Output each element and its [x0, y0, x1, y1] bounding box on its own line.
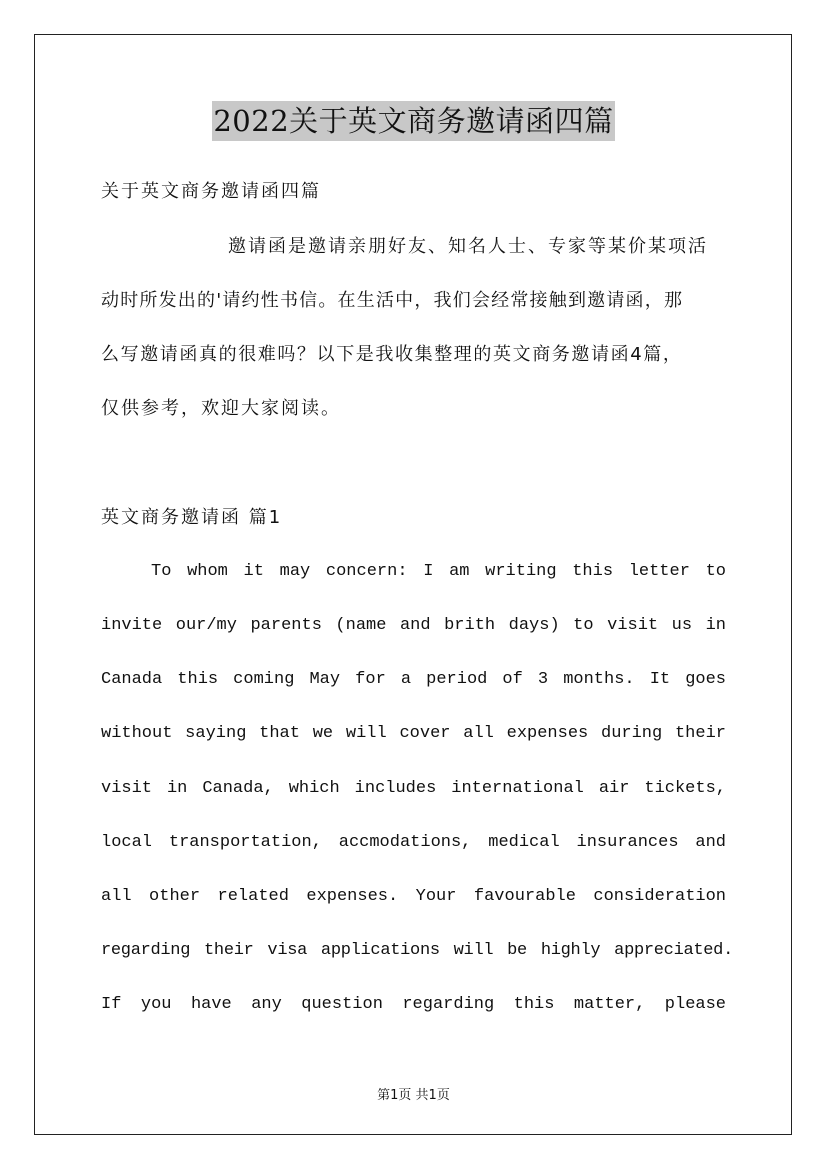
- letter-line-2: invite our/my parents (name and brith days) to visit us in: [101, 616, 726, 635]
- intro-line-3: 么写邀请函真的很难吗？以下是我收集整理的英文商务邀请函4篇，: [101, 344, 683, 365]
- letter-line-9: If you have any question regarding this matter, please: [101, 995, 726, 1014]
- intro-line-1: 邀请函是邀请亲朋好友、知名人士、专家等某价某项活: [228, 236, 708, 257]
- letter-line-4: without saying that we will cover all expenses during their: [101, 724, 726, 743]
- letter-line-5: visit in Canada, which includes international air tickets,: [101, 779, 726, 798]
- letter-line-1: To whom it may concern: I am writing this letter to: [151, 562, 726, 581]
- intro-line-2: 动时所发出的'请约性书信。在生活中，我们会经常接触到邀请函，那: [101, 290, 684, 311]
- letter-line-3: Canada this coming May for a period of 3 months. It goes: [101, 670, 726, 689]
- intro-line-4: 仅供参考，欢迎大家阅读。: [101, 398, 341, 419]
- document-subtitle: 关于英文商务邀请函四篇: [101, 181, 321, 202]
- letter-line-7: all other related expenses. Your favourable consideration: [101, 887, 726, 906]
- letter-line-6: local transportation, accmodations, medical insurances and: [101, 833, 726, 852]
- page-number-footer: 第1页 共1页: [377, 1088, 450, 1103]
- title-container: [0, 101, 827, 141]
- document-title: 2022关于英文商务邀请函四篇: [212, 101, 614, 141]
- letter-line-8: regarding their visa applications will be highly appreciated.: [101, 941, 733, 960]
- section-heading: 英文商务邀请函 篇1: [101, 507, 283, 528]
